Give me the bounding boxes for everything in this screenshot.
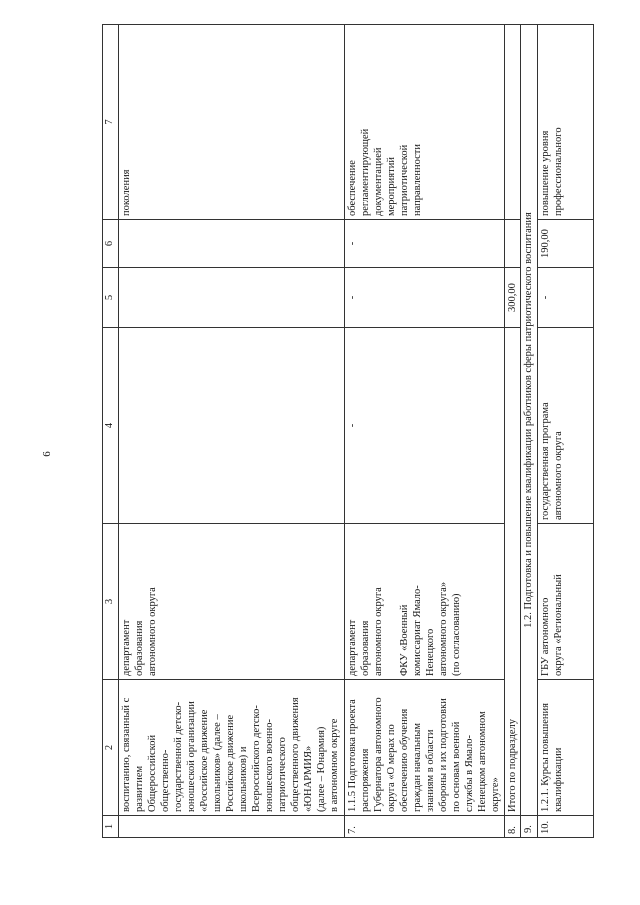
amount2-cell [119,220,345,268]
col-num-3: 3 [103,524,119,680]
source-cell: государственная програма автономного округа [538,328,594,524]
executor-cell: ГБУ автономного округа «Региональный [538,524,594,680]
col-num-1: 1 [103,816,119,838]
row-number [119,816,345,838]
executor-cell: департамент образования автономного округа [119,524,345,680]
amount2-cell: - [345,220,505,268]
executor-cell: департамент образования автономного округа ФКУ «Военный комиссариат Ямало- Ненецкого автономного округа» (по согласованию) [345,524,505,680]
column-number-row [103,25,119,838]
table-row [345,25,505,838]
program-table [102,24,594,838]
col-num-7: 7 [103,25,119,220]
row-number: 7. [345,816,505,838]
activity-cell: 1.1.5 Подготовка проекта распоряжения Губернатора автономного округа «О мерах по обеспечению обучения граждан начальным знаниям в области обороны и их подготовки по основам военной службы в Ямало- Ненецком автономном округе» [345,680,505,816]
source-cell: - [345,328,505,524]
col-num-2: 2 [103,680,119,816]
page-number: 6 [40,451,53,457]
row-number: 10. [538,816,594,838]
subtotal-amount: 300,00 [505,268,521,328]
empty-cell [505,25,521,220]
source-cell [119,328,345,524]
col-num-4: 4 [103,328,119,524]
subtotal-row [505,25,521,838]
amount2-cell: 190,00 [538,220,594,268]
col-num-6: 6 [103,220,119,268]
result-cell: поколения [119,25,345,220]
result-cell: повышение уровня профессионального [538,25,594,220]
amount-cell: - [538,268,594,328]
section-row [521,25,538,838]
activity-cell: 1.2.1. Курсы повышения квалификации [538,680,594,816]
empty-cell [505,220,521,268]
section-title: 1.2. Подготовка и повышение квалификации работников сферы патриотического воспитания [521,25,538,816]
result-cell: обеспечение регламентирующей документацией мероприятий патриотической направленности [345,25,505,220]
rotated-table-area [102,25,620,838]
table-row [119,25,345,838]
subtotal-label: Итого по подразделу [505,328,521,816]
col-num-5: 5 [103,268,119,328]
row-number: 9. [521,816,538,838]
amount-cell [119,268,345,328]
row-number: 8. [505,816,521,838]
amount-cell: - [345,268,505,328]
table-row [538,25,594,838]
activity-cell: воспитанию, связанный с развитием Общероссийской общественно- государственной детско- юношеской организации «Российское движение школьников» (далее – Российское движение школьников) и Всероссийского детско- юношеского военно- патриотического общественного движения «ЮНАРМИЯ» (далее – Юнармия) в автономном округе [119,680,345,816]
